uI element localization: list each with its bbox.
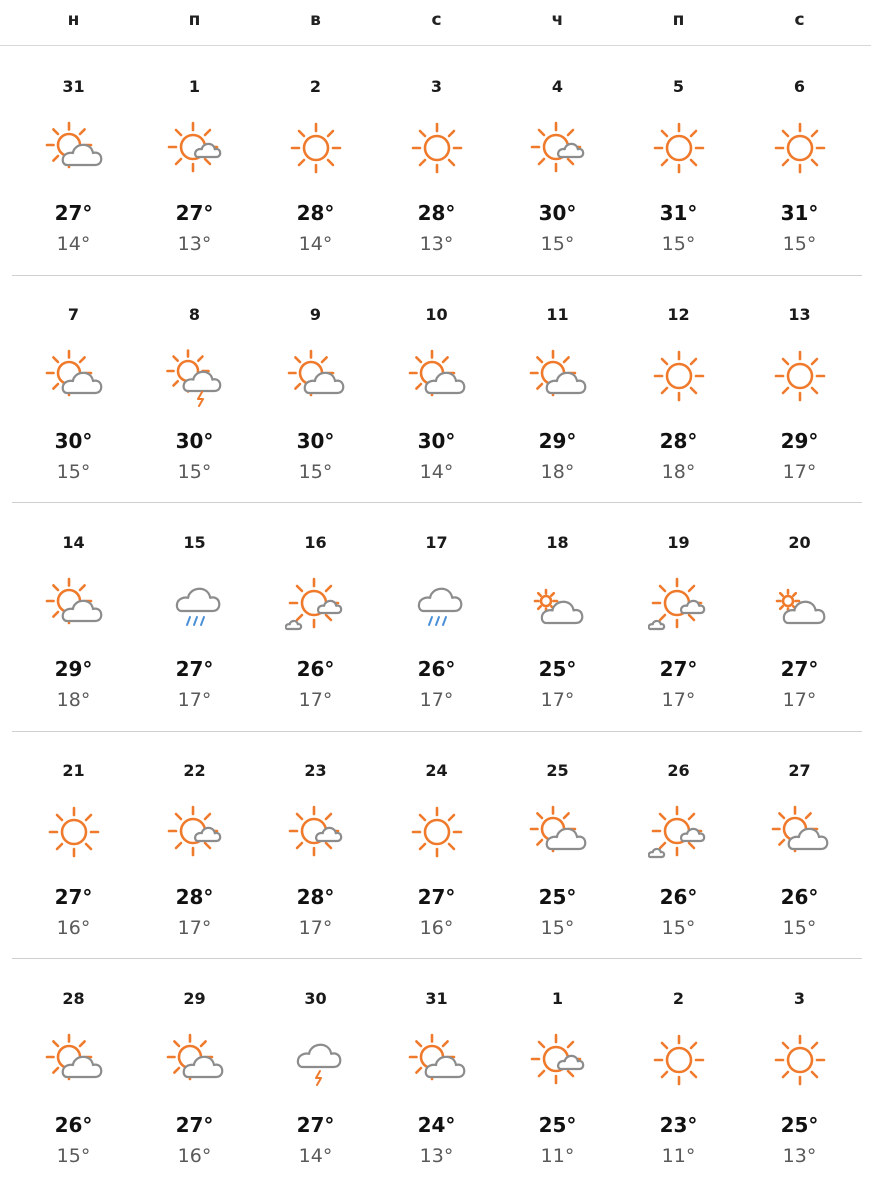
day-date: 9 [309, 305, 322, 324]
weather-sun-two-clouds-icon [285, 573, 347, 635]
low-temp: 13° [419, 1145, 454, 1167]
day-date: 19 [667, 533, 690, 552]
low-temp: 14° [298, 1145, 333, 1167]
weather-cloud-sun-small-icon [527, 573, 589, 635]
high-temp: 27° [296, 1113, 335, 1137]
low-temp: 17° [419, 689, 454, 711]
low-temp: 18° [661, 461, 696, 483]
day-cell[interactable] [739, 959, 860, 1183]
day-date: 5 [672, 77, 685, 96]
low-temp: 13° [782, 1145, 817, 1167]
day-cell[interactable] [739, 731, 860, 959]
low-temp: 15° [782, 917, 817, 939]
high-temp: 26° [54, 1113, 93, 1137]
day-cell[interactable] [255, 959, 376, 1183]
high-temp: 31° [780, 201, 819, 225]
high-temp: 25° [538, 657, 577, 681]
day-date: 4 [551, 77, 564, 96]
day-cell[interactable] [134, 503, 255, 731]
day-date: 16 [304, 533, 327, 552]
day-date: 17 [425, 533, 448, 552]
day-cell[interactable] [13, 959, 134, 1183]
weather-sun-two-clouds-icon [648, 801, 710, 863]
day-cell[interactable] [618, 47, 739, 275]
day-cell[interactable] [618, 731, 739, 959]
day-date: 23 [304, 761, 327, 780]
high-temp: 30° [538, 201, 577, 225]
high-temp: 30° [175, 429, 214, 453]
day-date: 1 [188, 77, 201, 96]
day-cell[interactable] [618, 959, 739, 1183]
high-temp: 27° [780, 657, 819, 681]
weather-sun-icon [769, 117, 831, 179]
low-temp: 15° [298, 461, 333, 483]
high-temp: 30° [417, 429, 456, 453]
day-cell[interactable] [376, 959, 497, 1183]
week-row [0, 959, 871, 1183]
low-temp: 15° [661, 233, 696, 255]
low-temp: 17° [782, 461, 817, 483]
day-cell[interactable] [376, 731, 497, 959]
day-cell[interactable] [618, 275, 739, 503]
day-cell[interactable] [13, 731, 134, 959]
day-date: 27 [788, 761, 811, 780]
low-temp: 17° [298, 917, 333, 939]
weather-cloud-rain-icon [164, 573, 226, 635]
weather-sun-small-cloud-icon [527, 1029, 589, 1091]
low-temp: 15° [782, 233, 817, 255]
day-date: 2 [672, 989, 685, 1008]
high-temp: 23° [659, 1113, 698, 1137]
day-cell[interactable] [255, 503, 376, 731]
high-temp: 29° [54, 657, 93, 681]
low-temp: 18° [56, 689, 91, 711]
high-temp: 29° [780, 429, 819, 453]
high-temp: 28° [659, 429, 698, 453]
day-date: 29 [183, 989, 206, 1008]
high-temp: 31° [659, 201, 698, 225]
day-cell[interactable] [134, 731, 255, 959]
day-cell[interactable] [376, 275, 497, 503]
day-cell[interactable] [376, 503, 497, 731]
day-date: 2 [309, 77, 322, 96]
weather-sun-icon [769, 1029, 831, 1091]
low-temp: 15° [540, 233, 575, 255]
weather-sun-icon [43, 801, 105, 863]
day-date: 7 [67, 305, 80, 324]
low-temp: 11° [661, 1145, 696, 1167]
day-date: 6 [793, 77, 806, 96]
weather-sun-cloud-icon [43, 573, 105, 635]
low-temp: 17° [177, 917, 212, 939]
weather-sun-small-cloud-icon [164, 801, 226, 863]
day-date: 31 [425, 989, 448, 1008]
weather-sun-two-clouds-icon [648, 573, 710, 635]
weather-sun-cloud-icon [527, 345, 589, 407]
weather-sun-cloud-icon [769, 801, 831, 863]
day-date: 12 [667, 305, 690, 324]
weather-sun-cloud-icon [406, 1029, 468, 1091]
day-date: 13 [788, 305, 811, 324]
low-temp: 13° [419, 233, 454, 255]
high-temp: 28° [296, 201, 335, 225]
high-temp: 25° [780, 1113, 819, 1137]
high-temp: 27° [175, 201, 214, 225]
weather-sun-small-cloud-icon [527, 117, 589, 179]
weather-sun-cloud-icon [164, 1029, 226, 1091]
weather-sun-cloud-icon [43, 1029, 105, 1091]
day-cell[interactable] [13, 275, 134, 503]
weekday-label: п [672, 10, 685, 30]
weather-sun-icon [406, 801, 468, 863]
weather-sun-cloud-icon [43, 117, 105, 179]
low-temp: 15° [56, 461, 91, 483]
weekday-label: с [431, 10, 442, 30]
day-date: 30 [304, 989, 327, 1008]
day-date: 15 [183, 533, 206, 552]
day-cell[interactable] [134, 275, 255, 503]
weather-cloud-storm-icon [285, 1029, 347, 1091]
day-date: 20 [788, 533, 811, 552]
weekday-label: п [188, 10, 201, 30]
weather-sun-cloud-storm-icon [164, 345, 226, 407]
high-temp: 28° [296, 885, 335, 909]
day-date: 18 [546, 533, 569, 552]
high-temp: 27° [54, 201, 93, 225]
day-date: 8 [188, 305, 201, 324]
day-date: 14 [62, 533, 85, 552]
day-date: 3 [430, 77, 443, 96]
high-temp: 27° [54, 885, 93, 909]
weather-sun-cloud-icon [527, 801, 589, 863]
low-temp: 17° [661, 689, 696, 711]
day-cell[interactable] [255, 731, 376, 959]
week-row [0, 47, 871, 275]
day-cell[interactable] [497, 47, 618, 275]
day-date: 22 [183, 761, 206, 780]
low-temp: 11° [540, 1145, 575, 1167]
day-cell[interactable] [497, 275, 618, 503]
low-temp: 14° [56, 233, 91, 255]
day-cell[interactable] [739, 275, 860, 503]
day-cell[interactable] [13, 503, 134, 731]
day-date: 24 [425, 761, 448, 780]
high-temp: 28° [417, 201, 456, 225]
day-date: 3 [793, 989, 806, 1008]
weather-sun-cloud-icon [406, 345, 468, 407]
weekday-header [0, 0, 871, 46]
day-cell[interactable] [134, 959, 255, 1183]
low-temp: 15° [661, 917, 696, 939]
day-date: 10 [425, 305, 448, 324]
day-cell[interactable] [618, 503, 739, 731]
weather-sun-icon [648, 1029, 710, 1091]
weather-sun-icon [285, 117, 347, 179]
weather-cloud-rain-icon [406, 573, 468, 635]
weekday-label: ч [551, 10, 564, 30]
day-cell[interactable] [497, 503, 618, 731]
low-temp: 17° [782, 689, 817, 711]
high-temp: 29° [538, 429, 577, 453]
high-temp: 27° [659, 657, 698, 681]
low-temp: 17° [298, 689, 333, 711]
weather-sun-icon [406, 117, 468, 179]
low-temp: 16° [56, 917, 91, 939]
day-date: 31 [62, 77, 85, 96]
high-temp: 27° [417, 885, 456, 909]
day-cell[interactable] [255, 275, 376, 503]
high-temp: 30° [296, 429, 335, 453]
high-temp: 26° [417, 657, 456, 681]
weather-sun-icon [769, 345, 831, 407]
weather-sun-icon [648, 117, 710, 179]
day-date: 11 [546, 305, 569, 324]
day-date: 21 [62, 761, 85, 780]
low-temp: 15° [56, 1145, 91, 1167]
high-temp: 26° [780, 885, 819, 909]
low-temp: 17° [540, 689, 575, 711]
day-cell[interactable] [13, 47, 134, 275]
day-cell[interactable] [134, 47, 255, 275]
high-temp: 30° [54, 429, 93, 453]
high-temp: 27° [175, 657, 214, 681]
high-temp: 26° [296, 657, 335, 681]
low-temp: 16° [419, 917, 454, 939]
high-temp: 24° [417, 1113, 456, 1137]
weather-sun-icon [648, 345, 710, 407]
day-date: 1 [551, 989, 564, 1008]
high-temp: 28° [175, 885, 214, 909]
day-cell[interactable] [497, 731, 618, 959]
day-cell[interactable] [497, 959, 618, 1183]
low-temp: 14° [419, 461, 454, 483]
weather-sun-small-cloud-icon [164, 117, 226, 179]
day-date: 25 [546, 761, 569, 780]
day-date: 28 [62, 989, 85, 1008]
low-temp: 15° [540, 917, 575, 939]
high-temp: 25° [538, 1113, 577, 1137]
day-cell[interactable] [739, 47, 860, 275]
low-temp: 17° [177, 689, 212, 711]
weather-sun-cloud-icon [43, 345, 105, 407]
high-temp: 26° [659, 885, 698, 909]
week-row [0, 731, 871, 959]
day-cell[interactable] [739, 503, 860, 731]
low-temp: 18° [540, 461, 575, 483]
week-row [0, 503, 871, 731]
weekday-label: в [310, 10, 321, 30]
low-temp: 14° [298, 233, 333, 255]
day-cell[interactable] [376, 47, 497, 275]
weekday-label: н [67, 10, 80, 30]
high-temp: 27° [175, 1113, 214, 1137]
weather-cloud-sun-small-icon [769, 573, 831, 635]
day-date: 26 [667, 761, 690, 780]
day-cell[interactable] [255, 47, 376, 275]
weather-sun-cloud-icon [285, 345, 347, 407]
weekday-label: с [794, 10, 805, 30]
high-temp: 25° [538, 885, 577, 909]
low-temp: 15° [177, 461, 212, 483]
weather-sun-small-cloud-icon [285, 801, 347, 863]
low-temp: 16° [177, 1145, 212, 1167]
week-row [0, 275, 871, 503]
low-temp: 13° [177, 233, 212, 255]
